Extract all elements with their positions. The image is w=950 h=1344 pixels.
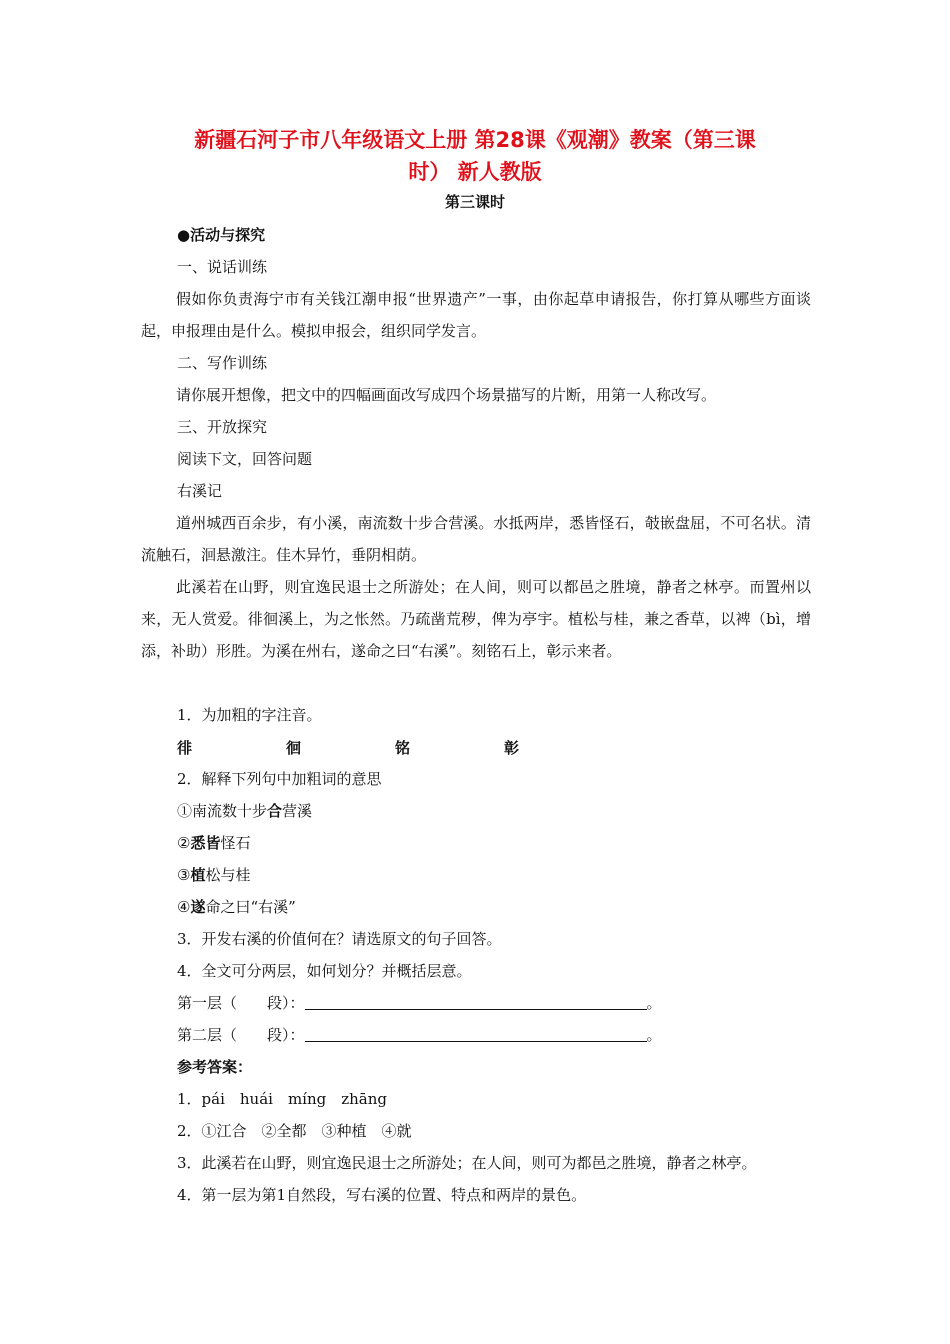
- q2-item-3: [177, 865, 250, 885]
- document-title-line-1: 新疆石河子市八年级语文上册 第28课《观潮》教案（第三课: [194, 128, 756, 152]
- layer-2-row: [177, 1025, 662, 1045]
- answer-4: 4．第一层为第1自然段，写右溪的位置、特点和两岸的景色。: [177, 1186, 587, 1204]
- q2-bold-word: 植: [190, 866, 206, 884]
- q2-bold-word: 悉皆: [190, 834, 221, 852]
- q1-char-1: 徘: [177, 739, 193, 757]
- q1-char-3: 铭: [395, 739, 411, 757]
- question-1: 1．为加粗的字注音。: [177, 706, 322, 724]
- q2-item-number: ③: [177, 866, 191, 884]
- question-4: 4．全文可分两层，如何划分？并概括层意。: [177, 962, 472, 980]
- question-2: 2．解释下列句中加粗词的意思: [177, 770, 382, 788]
- layer-2-label: 第二层（ 段）：: [177, 1026, 305, 1044]
- q2-item-1: [177, 801, 312, 821]
- article-paragraph-1: 道州城西百余步，有小溪，南流数十步合营溪。水抵两岸，悉皆怪石，攲嵌盘屈，不可名状。清流触石，洄悬激注。佳木异竹，垂阴相荫。: [141, 514, 811, 564]
- part1-heading: 一、说话训练: [177, 258, 268, 276]
- q2-item-text: 松与桂: [205, 866, 251, 884]
- answer-blank-line: [305, 995, 647, 1010]
- q2-bold-word: 合: [267, 802, 283, 820]
- article-paragraph-2: 此溪若在山野，则宜逸民退士之所游处；在人间，则可以都邑之胜境，静者之林亭。而置州以来，无人赏爱。徘徊溪上，为之怅然。乃疏凿荒秽，俾为亭宇。植松与桂，兼之香草，以裨（bì，增添，补助）形胜。为溪在州右，遂命之曰“右溪”。刻铭石上，彰示来者。: [141, 578, 811, 660]
- question-3: 3．开发右溪的价值何在？请选原文的句子回答。: [177, 930, 502, 948]
- q2-item-number: ②: [177, 834, 191, 852]
- answer-3: 3．此溪若在山野，则宜逸民退士之所游处；在人间，则可为都邑之胜境，静者之林亭。: [177, 1154, 757, 1172]
- q2-item-text: 营溪: [282, 802, 313, 820]
- q2-item-4: [177, 897, 296, 917]
- q1-char-4: 彰: [504, 739, 520, 757]
- layer-1-row: [177, 993, 662, 1013]
- section-heading: ●活动与探究: [177, 226, 266, 244]
- layer-1-label: 第一层（ 段）：: [177, 994, 305, 1012]
- part3-heading: 三、开放探究: [177, 418, 268, 436]
- q2-item-number: ④: [177, 898, 191, 916]
- answer-2: 2．①江合 ②全都 ③种植 ④就: [177, 1122, 412, 1140]
- q2-item-text: 命之曰“右溪”: [205, 898, 296, 916]
- period: 。: [646, 994, 662, 1012]
- q2-item-text: 南流数十步: [192, 802, 268, 820]
- part2-text: 请你展开想像，把文中的四幅画面改写成四个场景描写的片断，用第一人称改写。: [176, 386, 717, 404]
- article-title: 右溪记: [177, 482, 223, 500]
- q2-item-text: 怪石: [220, 834, 251, 852]
- q2-item-2: [177, 833, 250, 853]
- q2-item-number: ①: [177, 802, 193, 820]
- lesson-subtitle: 第三课时: [444, 193, 505, 211]
- answer-1: 1．pái huái míng zhāng: [177, 1090, 388, 1108]
- part3-instruction: 阅读下文，回答问题: [177, 450, 313, 468]
- document-title-line-2: 时） 新人教版: [408, 160, 542, 184]
- q2-bold-word: 遂: [190, 898, 206, 916]
- part2-heading: 二、写作训练: [177, 354, 268, 372]
- answer-blank-line: [305, 1027, 647, 1042]
- part1-text: 假如你负责海宁市有关钱江潮申报“世界遗产”一事，由你起草申请报告，你打算从哪些方面谈起，申报理由是什么。模拟申报会，组织同学发言。: [141, 290, 811, 340]
- q1-char-2: 徊: [286, 739, 302, 757]
- period: 。: [646, 1026, 662, 1044]
- answers-heading: 参考答案：: [177, 1058, 253, 1076]
